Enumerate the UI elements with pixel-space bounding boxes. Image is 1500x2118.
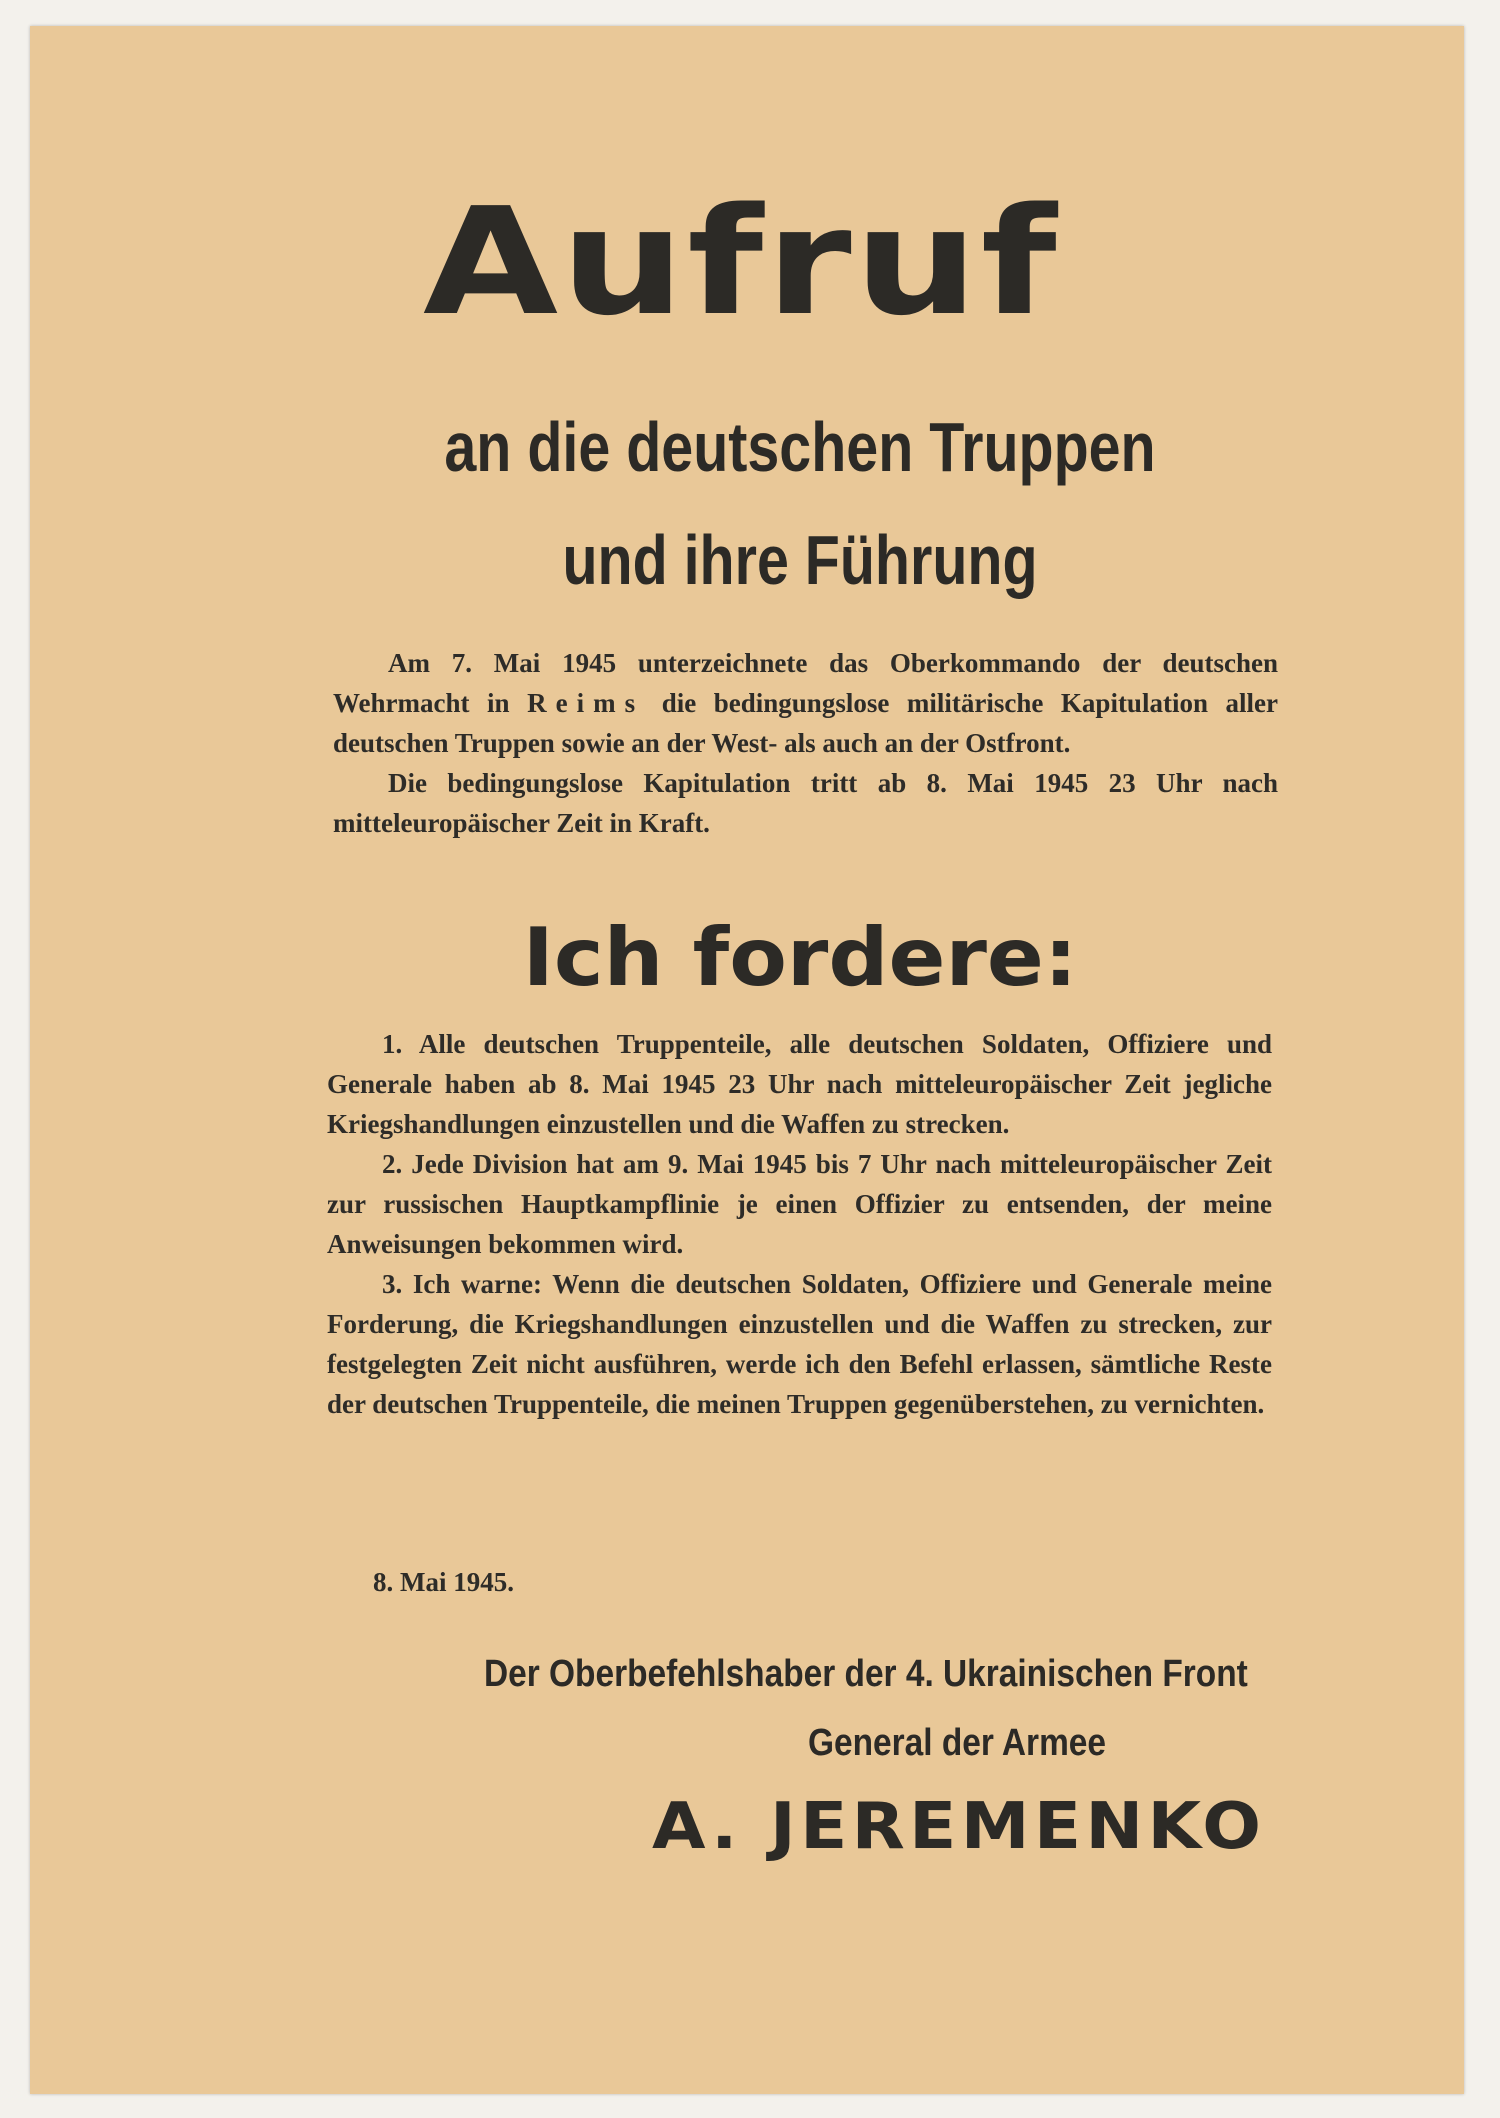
demand-item-2: 2. Jede Division hat am 9. Mai 1945 bis 7 Uhr nach mitteleuropäischer Zeit zur russischen Hauptkampflinie je einen Offizier zu entsenden, der meine Anweisungen bekommen wird.: [327, 1149, 1272, 1259]
demand-item-3: 3. Ich warne: Wenn die deutschen Soldaten, Offiziere und Generale meine Forderung, die Kriegshandlungen einzustellen und die Waffen zu strecken, zur festgelegten Zeit nicht ausführen, werde ich den Befehl erlassen, sämtliche Reste der deutschen Truppenteile, die meinen Truppen gegenüberstehen, zu vernichten.: [327, 1269, 1272, 1419]
poster-subtitle-line-1: an die deutschen Truppen: [444, 408, 1156, 486]
intro-paragraph-1: [333, 643, 1278, 763]
intro-paragraph-1-start: Am 7. Mai 1945 unterzeichnete das Oberkommando der deutschen Wehrmacht in: [333, 648, 1278, 718]
signatory-rank: General der Armee: [808, 1722, 1107, 1764]
intro-text: [333, 643, 1278, 843]
signatory-name: A. JEREMENKO: [652, 1790, 1266, 1864]
city-name: Reims: [527, 688, 645, 718]
poster-subtitle-line-2: und ihre Führung: [562, 521, 1038, 599]
demands-heading: Ich fordere:: [522, 911, 1078, 1004]
poster-date: 8. Mai 1945.: [373, 1567, 514, 1597]
demand-item-1: 1. Alle deutschen Truppenteile, alle deutschen Soldaten, Offiziere und Generale haben ab 8. Mai 1945 23 Uhr nach mitteleuropäischer Zeit jegliche Kriegshandlungen einzustellen und die Waffen zu strecken.: [327, 1029, 1272, 1139]
poster-title: Aufruf: [422, 176, 1060, 348]
intro-paragraph-2: Die bedingungslose Kapitulation tritt ab 8. Mai 1945 23 Uhr nach mitteleuropäischer Zeit in Kraft.: [333, 768, 1278, 838]
demands-list: [327, 1024, 1272, 1424]
intro-paragraph-1-end: die bedingungslose militärische Kapitulation aller deutschen Truppen sowie an der West- als auch an der Ostfront.: [333, 688, 1278, 758]
signatory-role: Der Oberbefehlshaber der 4. Ukrainischen Front: [484, 1653, 1248, 1695]
